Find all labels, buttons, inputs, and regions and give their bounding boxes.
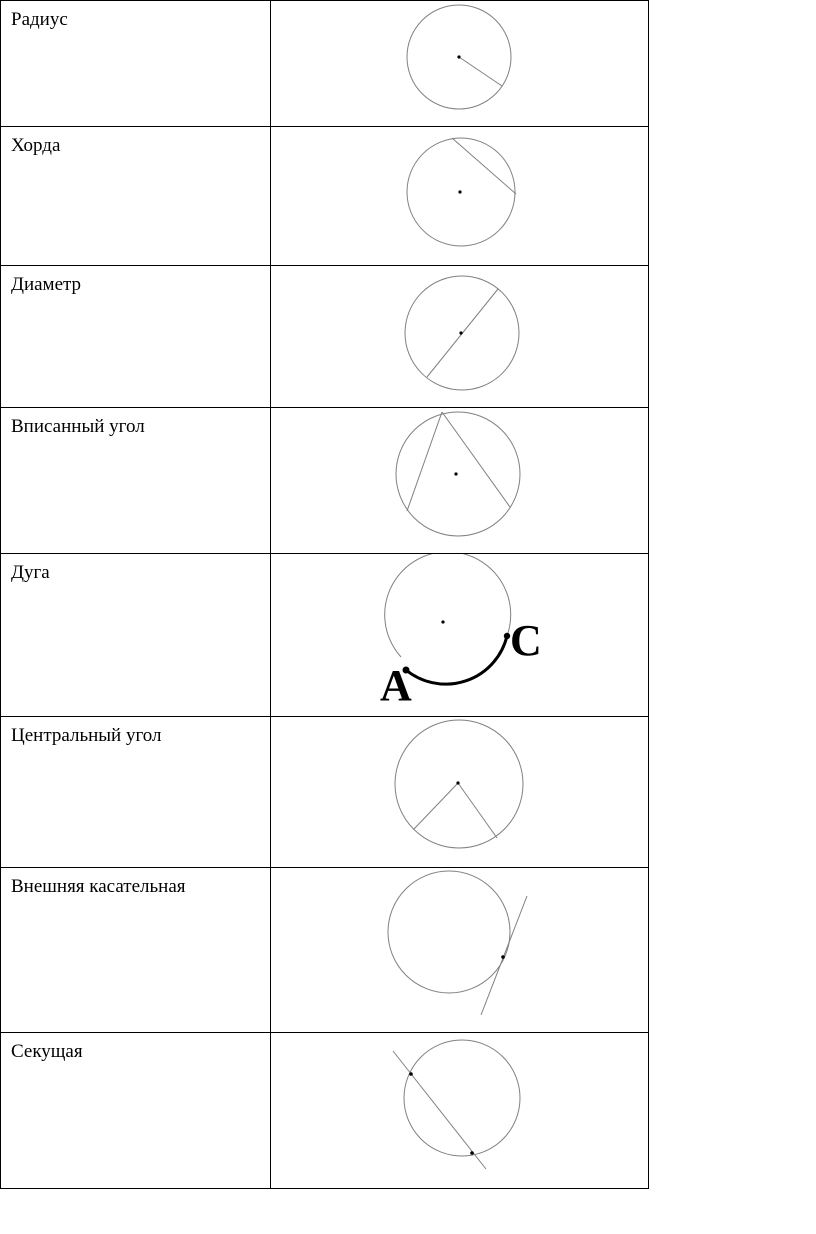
term-cell <box>1 868 271 1033</box>
term-cell <box>1 127 271 266</box>
secant-figure <box>271 1033 649 1189</box>
chord-line <box>452 138 516 194</box>
term-label: Вписанный угол <box>11 416 145 437</box>
term-label: Секущая <box>11 1041 83 1062</box>
term-label: Хорда <box>11 135 61 156</box>
term-cell <box>1 717 271 868</box>
point-c-label: C <box>510 616 542 665</box>
table-row <box>1 1033 649 1189</box>
arc-AC <box>406 636 507 684</box>
term-label: Диаметр <box>11 274 82 295</box>
angle-side-line <box>414 783 458 829</box>
chord-figure <box>271 127 649 266</box>
table-row <box>1 266 649 408</box>
term-label: Дуга <box>11 562 50 583</box>
circle <box>388 871 510 993</box>
table-row <box>1 408 649 554</box>
radius-line <box>459 57 502 86</box>
tangent-line <box>481 896 527 1015</box>
tangent-point <box>501 955 505 959</box>
angle-side-line <box>442 412 510 507</box>
term-label: Центральный угол <box>11 725 162 746</box>
intersection-point <box>409 1072 413 1076</box>
center-point <box>459 331 462 334</box>
table-row <box>1 127 649 266</box>
diameter-figure <box>271 266 649 408</box>
angle-side-line <box>458 783 497 838</box>
term-label: Радиус <box>11 9 68 30</box>
table-row <box>1 717 649 868</box>
term-label: Внешняя касательная <box>11 876 186 897</box>
point-a-label: A <box>380 661 412 710</box>
central-angle-figure <box>271 717 649 868</box>
term-cell <box>1 266 271 408</box>
term-cell <box>1 408 271 554</box>
term-cell <box>1 1 271 127</box>
arc-figure <box>271 554 649 717</box>
angle-side-line <box>407 412 442 511</box>
tangent-figure <box>271 868 649 1033</box>
intersection-point <box>470 1151 474 1155</box>
center-point <box>454 472 457 475</box>
inscribed-angle-figure <box>271 408 649 554</box>
table-row <box>1 554 649 717</box>
term-cell <box>1 554 271 717</box>
radius-figure <box>271 1 649 127</box>
circle <box>396 412 520 536</box>
circle-outline <box>385 554 511 657</box>
center-point <box>441 620 444 623</box>
table-row <box>1 1 649 127</box>
center-point <box>457 55 460 58</box>
center-point <box>456 781 459 784</box>
term-cell <box>1 1033 271 1189</box>
table-row <box>1 868 649 1033</box>
center-point <box>458 190 461 193</box>
